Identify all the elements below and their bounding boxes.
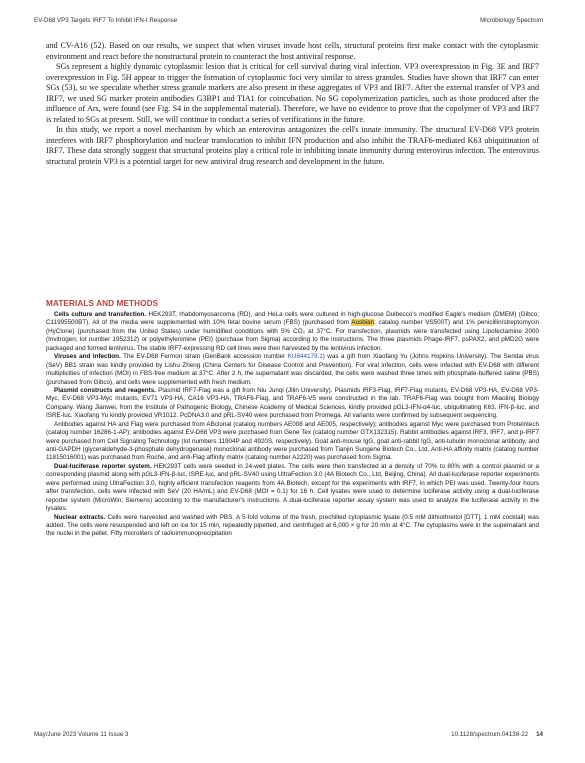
accession-link[interactable]: KU844179.1 xyxy=(287,353,323,361)
running-header-title: EV-D68 VP3 Targets IRF7 To Inhibit IFN-I Response xyxy=(34,17,178,24)
methods-paragraph-viruses xyxy=(46,353,539,387)
methods-paragraph-plasmid xyxy=(46,387,539,421)
methods-paragraph-nuclear xyxy=(46,514,539,539)
discussion-paragraph: SGs represent a highly dynamic cytoplasmic lesion that is critical for cell survival during viral infection. VP3 overexpression in Fig. 3E and IRF7 overexpression in Fig. 5H appear to trigger the formation of cytoplasmic foci very similar to stress granules. Studies have shown that IRF7 can enter SGs (53), so we speculate whether stress granule markers are also present in these aggregates of VP3 and IRF7. After the external transfer of VP3 and IRF7, we used SG marker protein antibodies G3BP1 and TIA1 for coincubation. No SG copolymerization particles, such as those produced after the influence of Ars, were found (see Fig. S4 in the supplemental material). Therefore, we have no evidence to prove that the copolymer of VP3 and IRF7 is related to SGs at present. Still, we will continue to conduct a series of verifications in the future. xyxy=(46,62,539,124)
subheading: Viruses and infection. xyxy=(54,353,121,361)
discussion-paragraph: and CV-A16 (52). Based on our results, we suspect that when viruses invade host cells, structural proteins first make contact with the cytoplasmic environment and react before the nonstructural protein to counteract the host antiviral response. xyxy=(46,41,539,61)
subheading: Dual-luciferase reporter system. xyxy=(54,462,152,470)
section-heading-methods: MATERIALS AND METHODS xyxy=(46,299,159,308)
methods-text xyxy=(46,311,539,539)
journal-name: Microbiology Spectrum xyxy=(480,17,543,24)
doi: 10.1128/spectrum.04138-22 xyxy=(451,731,529,738)
paragraph-text: Plasmid IRF7-Flag was a gift from Niu Junqi (Jilin University). Plasmids IRF3-Flag, IRF7-Flag mutants, EV-D68 VP3-HA, EV-D68 VP3-Myc, EV-D68 VP3-Myc mutants, EV71 VP3-HA, CA16 VP3-HA, TRAF6-Flag, and TRAF6-V5 were constructed in the lab. TRAF6-Flag was bought from Miaoling Biology Company. Wang Jianwei, from the Institute of Pathogenic Biology, Chinese Academy of Medical Sciences, kindly provided pGL3-IFN-α4-luc, ubiquitinating K63, IFN-β-luc, and ISRE-luc. Xiaofang Yu kindly provided VR1012. PcDNA3.0 and pRL-SV40 were purchased from Promega. All variants were confirmed by subsequent sequencing. xyxy=(46,386,540,420)
discussion-paragraph: In this study, we report a novel mechanism by which an enterovirus antagonizes the cell's innate immunity. The structural EV-D68 VP3 protein interferes with IRF7 phosphorylation and nuclear translocation to inhibit IFN production and also inhibit the TRAF6-mediated K63 ubiquitination of IRF7. These data strongly suggest that structural proteins play a critical role in inhibiting innate immunity during enterovirus infection. The enterovirus structural protein VP3 is a potential target for new antiviral drug research and development in the future. xyxy=(46,125,539,167)
paragraph-text: The EV-D68 Fermon strain (GenBank accession number xyxy=(120,353,288,361)
highlighted-text: Ausbian xyxy=(351,319,375,327)
paragraph-text: HEK293T, rhabdomyosarcoma (RD), and HeLa cells were cultured in high-glucose Dulbecco's modified Eagle's medium (DMEM) (Gibco; C11995500BT). All of the media were supplemented with 10% fetal bovine serum (FBS) (purchased from xyxy=(46,311,539,327)
methods-paragraph-luciferase xyxy=(46,463,539,514)
footer-right xyxy=(451,731,543,738)
page-number: 14 xyxy=(536,731,543,738)
issue-info: May/June 2023 Volume 11 Issue 3 xyxy=(34,731,129,738)
paragraph-text: Cells were harvested and washed with PBS. A 5-fold volume of the fresh, prechilled cytoplasmic lysate (0.5 mM dithiothreitol [DTT], 1 mM cocktail) was added. The cells were resuspended and left on ice for 15 min, repeatedly pipetted, and centrifuged at 6,000 × g for 20 min at 4°C. The cytoplasms were in the supernatant and the nuclei in the pellet. Fifty microliters of radioimmunoprecipitation xyxy=(46,513,539,538)
discussion-text xyxy=(46,41,539,168)
methods-paragraph-cells xyxy=(46,311,539,353)
methods-paragraph-antibodies: Antibodies against HA and Flag were purchased from ABclonal (catalog numbers AE008 and AE005, respectively); antibodies against Myc were purchased from Proteintech (catalog number 16286-1-AP); antibodies against EV-D68 VP3 were purchased from Gene Tex (catalog number GTX132315). Rabbit antibodies against IRF3, IRF7, and p-IRF7 were purchased from Cell Signaling Technology (lot numbers 11904P and 4920S, respectively). Goat anti-mouse IgG, goat anti-rabbit IgG, anti-tubulin monoclonal antibody, and anti-GAPDH (glyceraldehyde-3-phosphate dehydrogenase) monoclonal antibody were purchased from Tianjin Sungene Biotech Co., Ltd. Anti-HA affinity matrix (catalog number 11815016001) was purchased from Roche, and anti-Flag affinity matrix (catalog number A2220) was purchased from Sigma. xyxy=(46,420,539,462)
subheading: Plasmid constructs and reagents. xyxy=(54,386,156,394)
paragraph-text: ; catalog number VS500T) and 1% penicillin/streptomycin (HyClone) (purchased from the United States) under humidified conditions with 5% CO₂ at 37°C. For transfection, plasmids were transfected using Lipofectamine 2000 (Invitrogen; lot number 1952312) or polyethylenimine (PEI) (purchase from Sigma) according to the instructions. The three plasmids Phage-IRF7, psPAX2, and pMD2G were packaged and formed lentivirus. The stable IRF7-expressing RD cell lines were then harvested by the lentivirus infection. xyxy=(46,319,540,352)
paragraph-text: ) was a gift from Xiaofang Yu (Johns Hopkins University). The Sendai virus (SeV) BB1 strain was kindly provided by Lishu Zheng (China Centers for Disease Control and Prevention). For viral infection, cells were infected with EV-D68 with different multiplicities of infection (MOI) in FBS-free medium at 37°C. After 2 h, the supernatant was discarded, the cells were washed three times with phosphate-buffered saline (PBS) (purchased from Gibco), and cells were supplemented with fresh medium. xyxy=(46,353,539,386)
paragraph-text: HEK293T cells were seeded in 24-well plates. The cells were then transfected at a density of 70% to 80% with a control plasmid or a corresponding plasmid along with pGL3-IFN-β-luc, ISRE-luc, and pRL-SV40 using UltraFection 3.0 (4A Biotech Co., Ltd, Beijing, China). All dual-luciferase reporter experiments were performed using UltraFection 3.0, highly efficient transfection reagents from 4A Biotech, except for the experiments with IRF7, in which PEI was used. Twenty-four hours after transfection, cells were infected with SeV (20 HA/mL) and EV-D68 (MOI = 0.1) for 16 h. Cell lysates were used to determine luciferase activity using a dual-luciferase reporter system (MicroWin; Siemens) according to the manufacturer's instructions. A dual-luciferase reporter assay system was used to analyze the luciferase activity in the lysates. xyxy=(46,462,539,513)
subheading: Cells culture and transfection. xyxy=(54,311,147,318)
subheading: Nuclear extracts. xyxy=(54,513,106,521)
